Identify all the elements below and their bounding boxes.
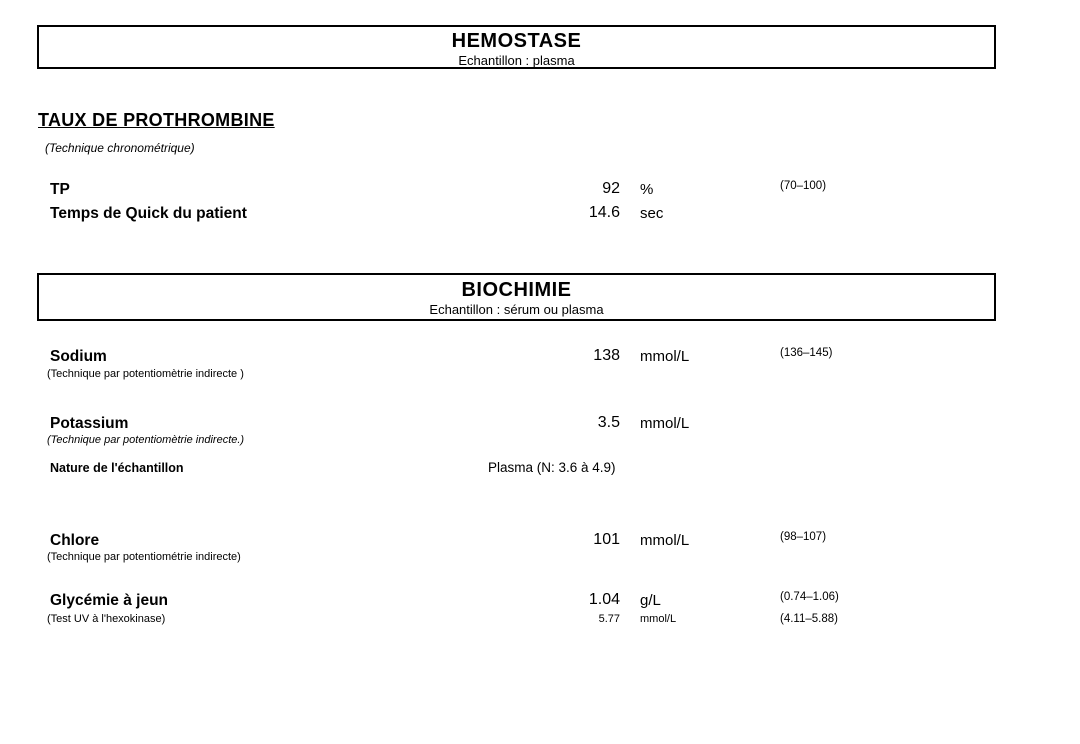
result-label-nature-echantillon: Nature de l'échantillon [50, 461, 184, 475]
result-label-tp: TP [50, 181, 70, 198]
section-subtitle-hemostase: Echantillon : plasma [458, 53, 575, 68]
result-value-potassium: 3.5 [597, 414, 620, 431]
result-value-tp: 92 [602, 180, 620, 197]
result-label-chlore: Chlore [50, 532, 100, 549]
result-value-sodium: 138 [593, 347, 620, 364]
result-unit-tp: % [640, 181, 654, 198]
prothrombine-technique-note: (Technique chronométrique) [45, 141, 195, 155]
result-unit-temps-quick: sec [640, 205, 664, 222]
result-value-glycemie: 1.04 [588, 591, 620, 608]
section-title-hemostase: HEMOSTASE [451, 30, 582, 52]
result-note-potassium: (Technique par potentiomètrie indirecte.) [47, 434, 245, 446]
result-range-glycemie-mmol: (4.11–5.88) [780, 613, 838, 625]
result-range-sodium: (136–145) [780, 347, 833, 359]
result-unit-glycemie: g/L [640, 592, 661, 609]
result-value-nature-echantillon: Plasma (N: 3.6 à 4.9) [488, 460, 616, 475]
result-range-chlore: (98–107) [780, 531, 827, 543]
result-range-tp: (70–100) [780, 180, 827, 192]
section-title-biochimie: BIOCHIMIE [461, 279, 572, 301]
result-unit-glycemie-mmol: mmol/L [640, 613, 677, 625]
biochimie-header-box [37, 273, 996, 321]
result-value-temps-quick: 14.6 [588, 204, 620, 221]
result-unit-chlore: mmol/L [640, 532, 690, 549]
hemostase-header-box [37, 25, 996, 69]
result-label-potassium: Potassium [50, 415, 129, 432]
result-note-sodium: (Technique par potentiomètrie indirecte ) [47, 368, 244, 380]
result-label-glycemie: Glycémie à jeun [50, 592, 169, 609]
result-note-chlore: (Technique par potentiométrie indirecte) [47, 551, 241, 563]
result-label-temps-quick: Temps de Quick du patient [50, 205, 247, 222]
result-unit-sodium: mmol/L [640, 348, 690, 365]
section-subtitle-biochimie: Echantillon : sérum ou plasma [429, 302, 604, 317]
result-note-glycemie: (Test UV à l'hexokinase) [47, 613, 166, 625]
result-label-sodium: Sodium [50, 348, 107, 365]
result-range-glycemie: (0.74–1.06) [780, 591, 839, 603]
prothrombine-heading: TAUX DE PROTHROMBINE [38, 110, 275, 130]
result-value-glycemie-mmol: 5.77 [598, 613, 620, 625]
result-unit-potassium: mmol/L [640, 415, 690, 432]
result-value-chlore: 101 [593, 531, 620, 548]
